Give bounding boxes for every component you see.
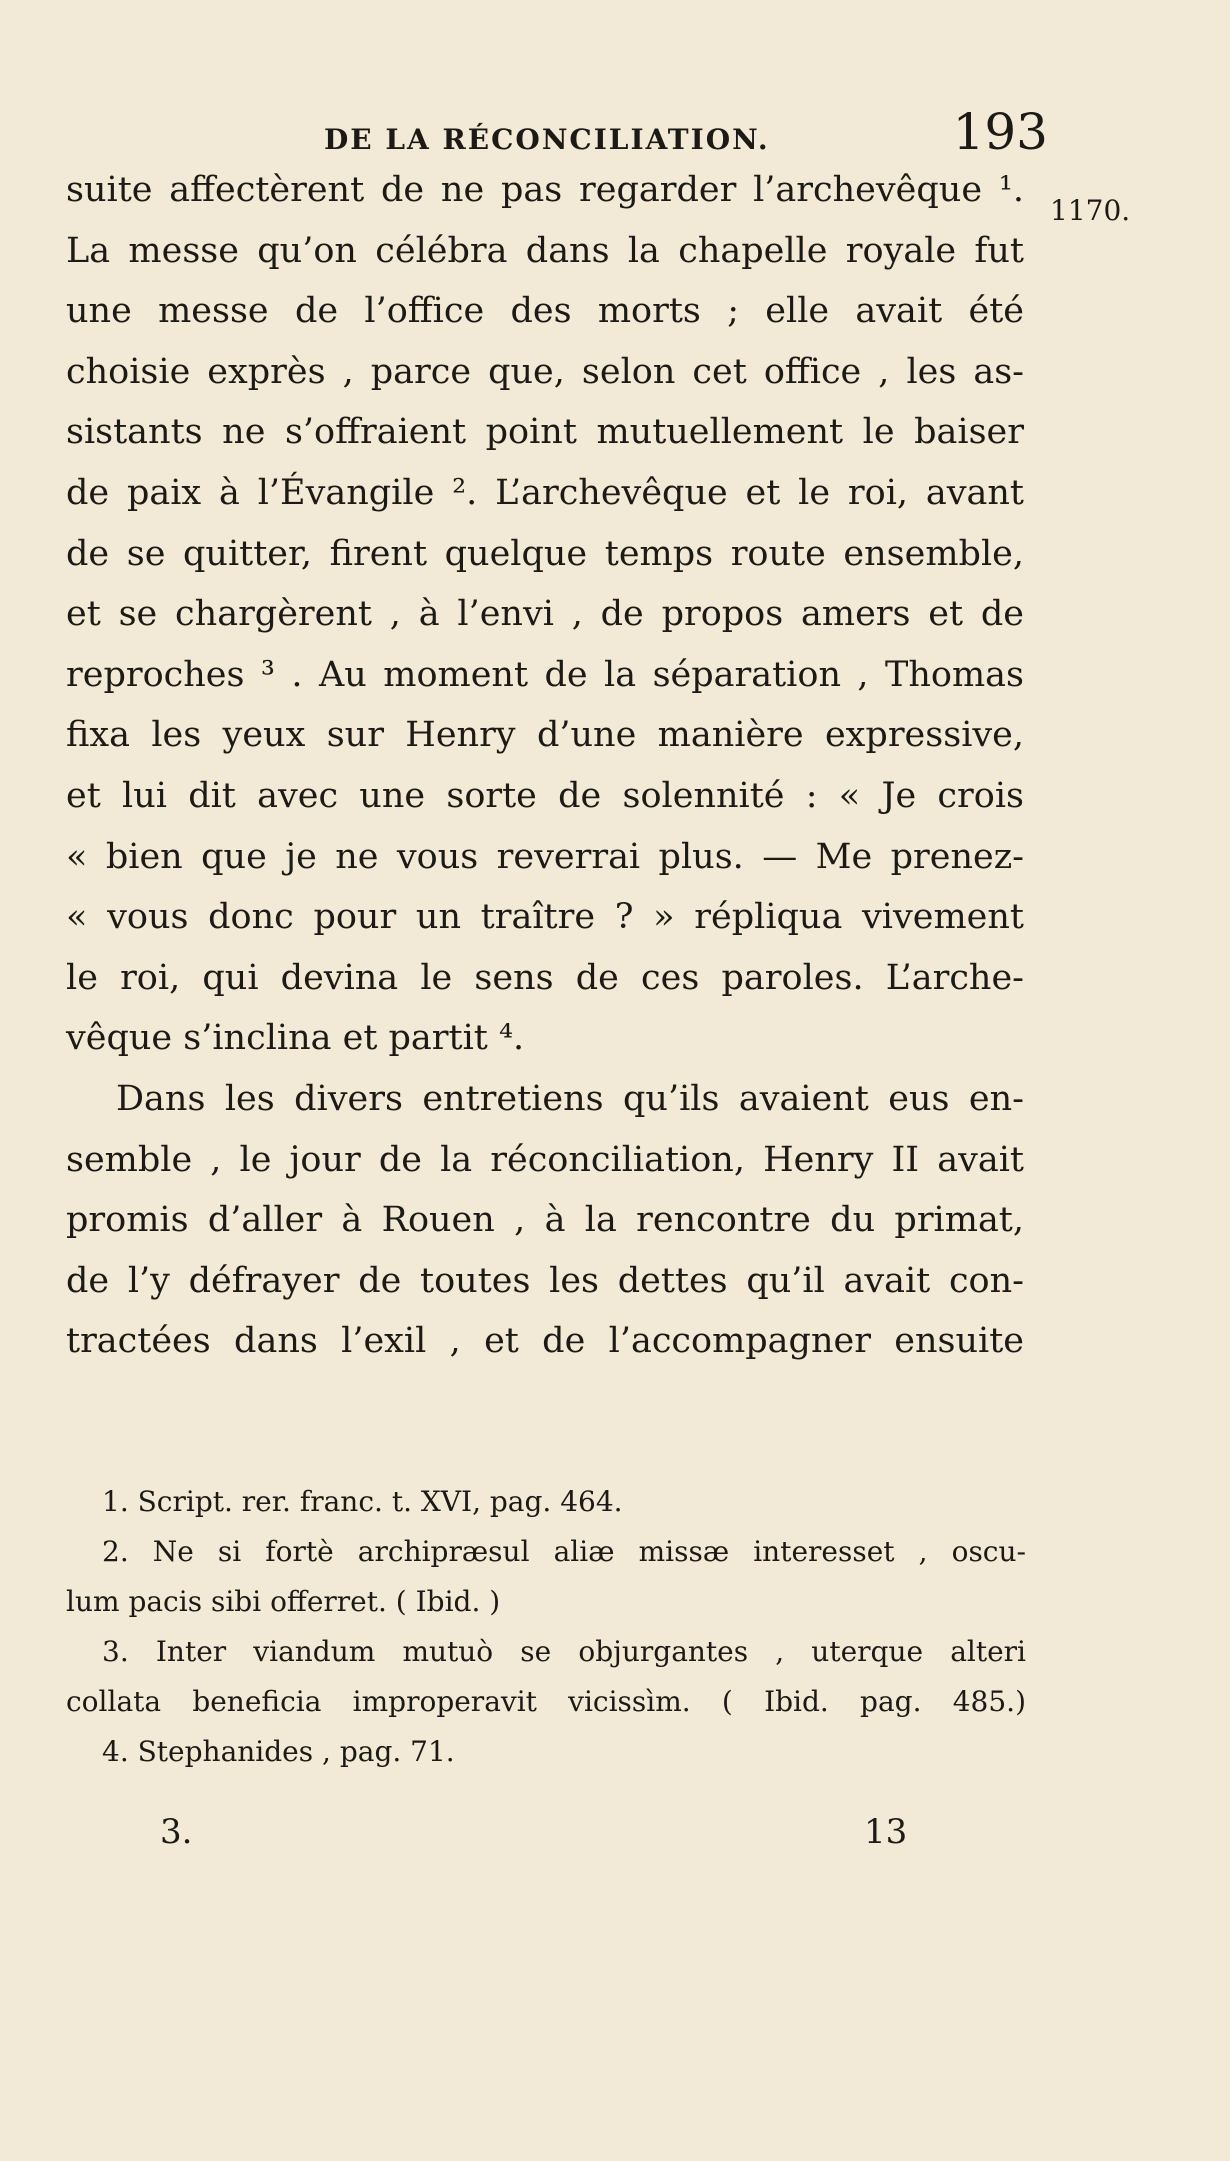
text-line: Dans les divers entretiens qu’ils avaient eus en-: [116, 1078, 1024, 1119]
text-line: une messe de l’office des morts ; elle avait été: [66, 291, 1024, 332]
text-line: de se quitter, firent quelque temps route ensemble,: [66, 533, 1024, 574]
footnote-line: 1. Script. rer. franc. t. XVI, pag. 464.: [102, 1485, 623, 1518]
text-line: promis d’aller à Rouen , à la rencontre du primat,: [66, 1200, 1024, 1241]
text-line: « bien que je ne vous reverrai plus. — Me prenez-: [66, 836, 1024, 877]
text-line: et se chargèrent , à l’envi , de propos amers et de: [66, 594, 1024, 635]
text-line: choisie exprès , parce que, selon cet office , les as-: [66, 351, 1024, 392]
footnotes: [66, 1477, 1026, 1777]
text-line: de paix à l’Évangile ². L’archevêque et le roi, avant: [66, 472, 1024, 513]
margin-year-note: 1170.: [1050, 194, 1131, 227]
footnote-line: 2. Ne si fortè archipræsul aliæ missæ interesset , oscu-: [102, 1535, 1026, 1568]
body-text: [66, 160, 1024, 1372]
footnote-line: 3. Inter viandum mutuò se objurgantes , uterque alteri: [102, 1635, 1026, 1668]
text-line: semble , le jour de la réconciliation, Henry II avait: [66, 1139, 1024, 1180]
sheet-number: 13: [864, 1812, 908, 1852]
text-line: et lui dit avec une sorte de solennité : « Je crois: [66, 775, 1024, 816]
footnote-line: lum pacis sibi offerret. ( Ibid. ): [66, 1585, 501, 1618]
text-line: le roi, qui devina le sens de ces paroles. L’arche-: [66, 957, 1024, 998]
running-title: DE LA RÉCONCILIATION.: [324, 123, 770, 156]
text-line: tractées dans l’exil , et de l’accompagner ensuite: [66, 1321, 1024, 1362]
text-line: La messe qu’on célébra dans la chapelle royale fut: [66, 230, 1024, 271]
text-line: « vous donc pour un traître ? » répliqua vivement: [66, 897, 1024, 938]
footnote-line: 4. Stephanides , pag. 71.: [102, 1735, 455, 1768]
footnote-line: collata beneficia improperavit vicissìm. ( Ibid. pag. 485.): [66, 1685, 1026, 1718]
page-number: 193: [952, 103, 1048, 161]
signature-mark: 3.: [160, 1812, 193, 1852]
text-line: sistants ne s’offraient point mutuellement le baiser: [66, 412, 1024, 453]
text-line: de l’y défrayer de toutes les dettes qu’il avait con-: [66, 1260, 1024, 1301]
text-line: vêque s’inclina et partit ⁴.: [66, 1018, 525, 1059]
text-line: suite affectèrent de ne pas regarder l’archevêque ¹.: [66, 170, 1024, 210]
text-line: fixa les yeux sur Henry d’une manière expressive,: [66, 715, 1024, 756]
text-line: reproches ³ . Au moment de la séparation , Thomas: [66, 654, 1024, 695]
